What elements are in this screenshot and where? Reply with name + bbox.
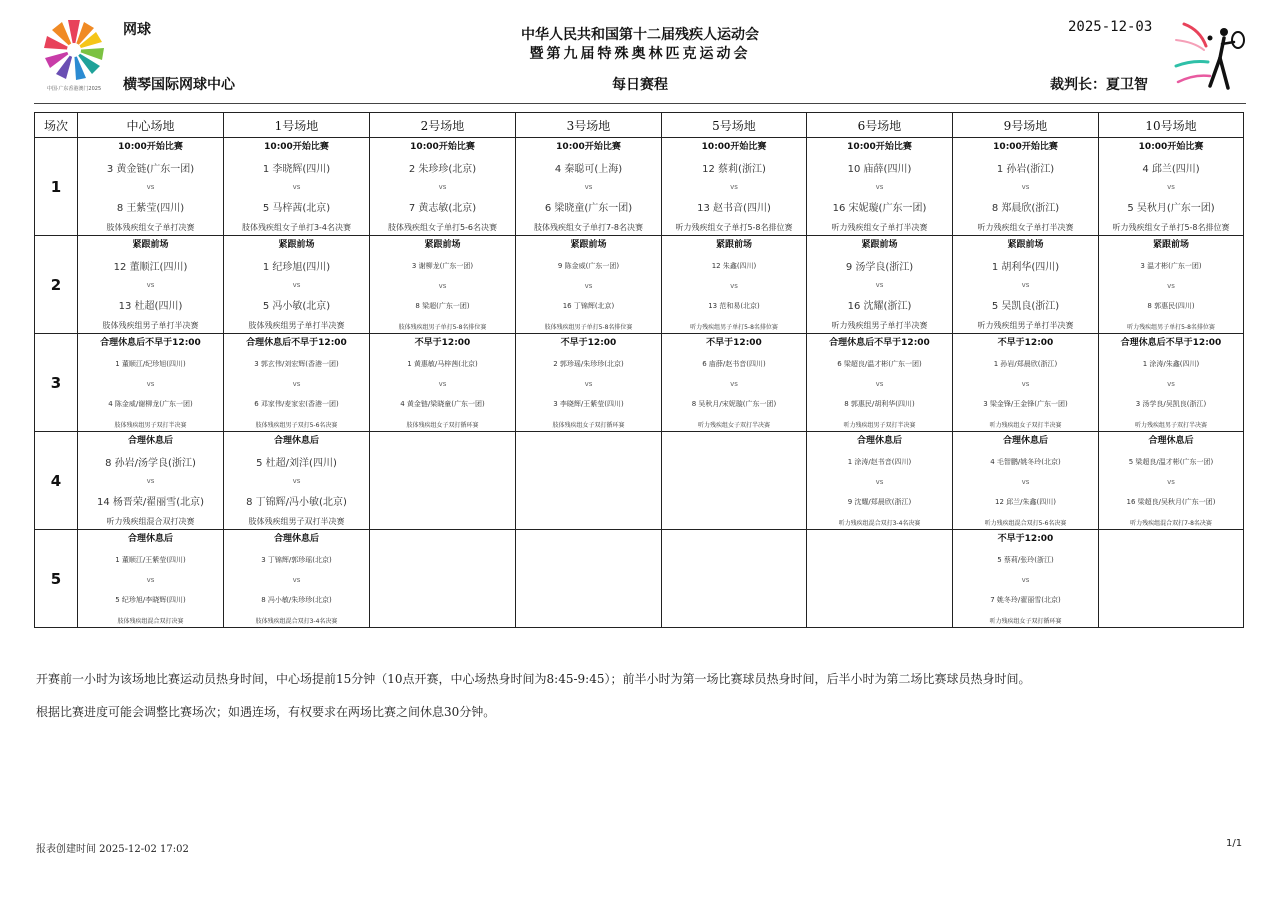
court-header: 6号场地 [807, 113, 953, 138]
match-time: 10:00开始比赛 [701, 142, 767, 152]
event-name: 肢体残疾组混合双打3-4名决赛 [255, 618, 338, 625]
player-one: 2 朱珍珍(北京) [408, 164, 477, 175]
player-two: 16 宋妮璇(广东一团) [832, 203, 927, 214]
player-two: 5 吴凯良(浙江) [991, 301, 1060, 312]
player-two: 8 王紫莹(四川) [116, 203, 185, 214]
match-cell [516, 334, 662, 432]
vs-label: vs [1167, 478, 1175, 486]
empty-match-cell [370, 432, 516, 530]
venue-name: 横琴国际网球中心 [123, 77, 235, 93]
player-one: 8 孙岩/汤学良(浙江) [105, 458, 196, 469]
schedule-table [34, 112, 1244, 628]
match-cell [1099, 432, 1244, 530]
player-two: 8 郭惠民(四川) [1147, 302, 1195, 310]
player-one: 1 董顺江/纪珍旭(四川) [115, 360, 186, 368]
match-time: 紧跟前场 [715, 240, 752, 250]
vs-label: vs [730, 282, 738, 290]
player-two: 13 赵书音(四川) [697, 203, 771, 214]
vs-label: vs [438, 183, 447, 191]
match-cell [807, 432, 953, 530]
vs-label: vs [875, 183, 884, 191]
player-two: 8 梁超(广东一团) [415, 302, 470, 310]
match-cell [224, 530, 370, 628]
header-divider [34, 103, 1246, 104]
match-time: 紧跟前场 [424, 240, 461, 250]
match-time: 10:00开始比赛 [993, 142, 1058, 152]
match-cell [953, 138, 1099, 236]
table-row [35, 334, 1244, 432]
player-two: 13 范和易(北京) [708, 302, 760, 310]
event-name: 听力残疾组男子单打半决赛 [977, 321, 1074, 330]
slot-number: 2 [35, 236, 78, 334]
player-two: 8 吴秋月/宋妮璇(广东一团) [691, 400, 777, 408]
match-cell [807, 334, 953, 432]
vs-label: vs [438, 282, 447, 290]
table-row [35, 236, 1244, 334]
match-cell [224, 236, 370, 334]
vs-label: vs [584, 282, 593, 290]
player-one: 2 郭珍瑶/朱珍珍(北京) [553, 360, 624, 368]
player-one: 12 董顺江(四川) [113, 262, 188, 273]
match-cell [953, 236, 1099, 334]
match-cell [662, 236, 807, 334]
player-one: 1 李晓辉(四川) [262, 164, 331, 175]
vs-label: vs [292, 576, 301, 584]
vs-label: vs [1021, 183, 1030, 191]
event-name: 肢体残疾组男子单打半决赛 [248, 321, 345, 330]
match-time: 合理休息后 [273, 534, 319, 544]
player-two: 3 汤学良/吴凯良(浙江) [1135, 400, 1207, 408]
player-two: 5 纪珍旭/李晓辉(四川) [115, 596, 186, 604]
match-cell [224, 432, 370, 530]
match-time: 紧跟前场 [570, 240, 607, 250]
empty-match-cell [662, 530, 807, 628]
court-header: 10号场地 [1099, 113, 1244, 138]
player-one: 10 庙薛(四川) [847, 164, 912, 175]
report-created-time: 报表创建时间 2025-12-02 17:02 [36, 844, 189, 855]
match-time: 10:00开始比赛 [1138, 142, 1204, 152]
match-cell [516, 138, 662, 236]
event-name: 肢体残疾组男子单打5-8名排位赛 [398, 324, 487, 331]
table-row [35, 138, 1244, 236]
player-two: 5 吴秋月(广东一团) [1127, 203, 1215, 214]
match-time: 合理休息后 [1148, 436, 1194, 446]
vs-label: vs [146, 380, 155, 388]
slot-number: 1 [35, 138, 78, 236]
player-one: 3 郭玄伟/刘宏辉(香港一团) [254, 360, 339, 368]
court-header: 3号场地 [516, 113, 662, 138]
player-one: 1 涂涛/赵书音(四川) [847, 458, 912, 466]
match-cell [370, 334, 516, 432]
player-one: 9 汤学良(浙江) [845, 262, 914, 273]
event-name: 听力残疾组女子双打半决赛 [697, 422, 770, 429]
event-name: 肢体残疾组男子单打半决赛 [102, 321, 199, 330]
match-time: 合理休息后不早于12:00 [1120, 338, 1222, 348]
match-cell [662, 334, 807, 432]
player-one: 3 丁锦辉/郭珍瑶(北京) [261, 556, 332, 564]
player-one: 9 陈金威(广东一团) [557, 262, 620, 270]
match-cell [370, 138, 516, 236]
court-header: 1号场地 [224, 113, 370, 138]
player-two: 16 梁超良/吴秋月(广东一团) [1126, 498, 1216, 506]
player-one: 1 纪珍旭(四川) [262, 262, 331, 273]
player-two: 5 马梓茜(北京) [262, 203, 331, 214]
player-two: 8 丁锦辉/冯小敏(北京) [246, 497, 347, 508]
vs-label: vs [1021, 380, 1030, 388]
player-two: 13 杜超(四川) [118, 301, 183, 312]
vs-label: vs [292, 281, 301, 289]
logo-caption: 中国·广东香港澳门2025 [46, 86, 102, 92]
match-time: 合理休息后不早于12:00 [246, 338, 347, 348]
event-name: 肢体残疾组女子单打3-4名决赛 [241, 223, 352, 232]
player-two: 8 冯小敏/朱珍珍(北京) [261, 596, 332, 604]
empty-match-cell [370, 530, 516, 628]
vs-label: vs [1167, 183, 1175, 191]
slot-number: 4 [35, 432, 78, 530]
empty-match-cell [1099, 530, 1244, 628]
court-header: 9号场地 [953, 113, 1099, 138]
vs-label: vs [875, 478, 884, 486]
page-subtitle: 每日赛程 [612, 77, 668, 93]
event-name: 听力残疾组混合双打3-4名决赛 [838, 520, 921, 527]
match-cell [1099, 236, 1244, 334]
player-two: 7 姚冬玲/翟丽雪(北京) [990, 596, 1061, 604]
event-name: 听力残疾组男子单打5-8名排位赛 [1127, 324, 1215, 331]
vs-label: vs [146, 576, 155, 584]
event-name: 听力残疾组混合双打5-6名决赛 [984, 520, 1067, 527]
player-one: 5 蔡莉/张玲(浙江) [997, 556, 1054, 564]
slot-number: 5 [35, 530, 78, 628]
event-name: 听力残疾组男子单打半决赛 [831, 321, 928, 330]
player-two: 6 邓家伟/麦家宏(香港一团) [254, 400, 339, 408]
event-title-line1: 中华人民共和国第十二届残疾人运动会 [521, 27, 759, 43]
player-two: 3 梁金锋/王金锋(广东一团) [983, 400, 1068, 408]
vs-label: vs [146, 183, 155, 191]
player-two: 16 沈耀(浙江) [847, 301, 912, 312]
event-name: 肢体残疾组混合双打决赛 [117, 618, 184, 625]
match-time: 紧跟前场 [861, 240, 898, 250]
match-cell [78, 138, 224, 236]
event-name: 听力残疾组女子双打半决赛 [989, 422, 1062, 429]
tennis-pictogram-icon [1170, 16, 1250, 92]
empty-match-cell [516, 432, 662, 530]
player-one: 4 邱兰(四川) [1142, 164, 1200, 175]
vs-label: vs [730, 380, 738, 388]
player-two: 12 邱兰/朱鑫(四川) [995, 498, 1056, 506]
match-cell [953, 530, 1099, 628]
player-one: 6 梁超良/温才彬(广东一团) [837, 360, 922, 368]
player-one: 4 毛智鹏/姚冬玲(北京) [990, 458, 1061, 466]
match-time: 10:00开始比赛 [264, 142, 329, 152]
match-time: 10:00开始比赛 [556, 142, 621, 152]
event-name: 肢体残疾组男子双打半决赛 [248, 517, 345, 526]
player-two: 8 郑晨欣(浙江) [991, 203, 1060, 214]
player-one: 4 秦聪可(上海) [554, 164, 623, 175]
player-one: 1 孙岩/郑晨欣(浙江) [993, 360, 1058, 368]
event-name: 肢体残疾组女子单打7-8名决赛 [533, 223, 644, 232]
event-name: 肢体残疾组男子双打5-6名决赛 [255, 422, 338, 429]
player-two: 3 李晓辉/王紫莹(四川) [553, 400, 624, 408]
event-name: 肢体残疾组男子单打5-8名排位赛 [544, 324, 633, 331]
match-cell [78, 334, 224, 432]
match-time: 合理休息后 [127, 534, 173, 544]
match-cell [78, 432, 224, 530]
player-two: 6 梁晓童(广东一团) [544, 203, 633, 214]
match-time: 10:00开始比赛 [410, 142, 475, 152]
player-one: 3 谢柳龙(广东一团) [411, 262, 474, 270]
court-header: 2号场地 [370, 113, 516, 138]
match-cell [807, 138, 953, 236]
match-cell [78, 236, 224, 334]
match-time: 合理休息后 [1002, 436, 1048, 446]
match-time: 紧跟前场 [132, 240, 169, 250]
player-one: 12 蔡莉(浙江) [702, 164, 766, 175]
match-time: 紧跟前场 [1007, 240, 1044, 250]
player-two: 4 陈金威/谢柳龙(广东一团) [108, 400, 193, 408]
player-one: 1 董顺江/王紫莹(四川) [115, 556, 186, 564]
vs-label: vs [1167, 282, 1175, 290]
match-time: 合理休息后不早于12:00 [829, 338, 930, 348]
match-time: 紧跟前场 [278, 240, 315, 250]
player-two: 16 丁锦辉(北京) [562, 302, 615, 310]
vs-label: vs [584, 380, 593, 388]
match-time: 不早于12:00 [997, 338, 1054, 348]
empty-match-cell [516, 530, 662, 628]
match-cell [78, 530, 224, 628]
empty-match-cell [807, 530, 953, 628]
match-time: 合理休息后 [856, 436, 902, 446]
match-cell [224, 334, 370, 432]
match-time: 合理休息后不早于12:00 [100, 338, 201, 348]
player-one: 1 孙岩(浙江) [996, 164, 1055, 175]
player-one: 1 涂涛/朱鑫(四川) [1142, 360, 1200, 368]
match-time: 合理休息后 [273, 436, 319, 446]
match-time: 紧跟前场 [1152, 240, 1189, 250]
vs-label: vs [1021, 576, 1030, 584]
event-name: 听力残疾组女子双打循环赛 [989, 618, 1062, 625]
warmup-note: 开赛前一小时为该场地比赛运动员热身时间，中心场提前15分钟（10点开赛，中心场热身时间为8:45-9:45）；前半小时为第一场比赛球员热身时间，后半小时为第二场比赛球员热身时间。 [36, 672, 1031, 686]
vs-label: vs [584, 183, 593, 191]
event-name: 听力残疾组男子双打半决赛 [843, 422, 916, 429]
match-time: 不早于12:00 [706, 338, 762, 348]
match-time: 不早于12:00 [997, 534, 1054, 544]
event-name: 听力残疾组女子单打5-8名排位赛 [1112, 223, 1230, 232]
match-cell [1099, 138, 1244, 236]
player-one: 5 梁超良/温才彬(广东一团) [1128, 458, 1214, 466]
table-row [35, 432, 1244, 530]
vs-label: vs [1021, 478, 1030, 486]
player-one: 12 朱鑫(四川) [711, 262, 757, 270]
slot-number: 3 [35, 334, 78, 432]
event-name: 肢体残疾组女子双打循环赛 [552, 422, 625, 429]
slot-column-header: 场次 [35, 113, 78, 138]
vs-label: vs [146, 281, 155, 289]
vs-label: vs [1167, 380, 1175, 388]
match-cell [953, 432, 1099, 530]
player-two: 5 冯小敏(北京) [262, 301, 331, 312]
match-cell [516, 236, 662, 334]
match-cell [662, 138, 807, 236]
player-two: 9 沈耀/郑晨欣(浙江) [847, 498, 912, 506]
event-name: 听力残疾组男子单打5-8名排位赛 [690, 324, 778, 331]
match-cell [370, 236, 516, 334]
event-title-line2: 暨第九届特殊奥林匹克运动会 [529, 46, 751, 62]
match-time: 不早于12:00 [414, 338, 471, 348]
player-one: 3 黄金链(广东一团) [106, 164, 195, 175]
empty-match-cell [662, 432, 807, 530]
event-name: 肢体残疾组男子双打半决赛 [114, 422, 187, 429]
vs-label: vs [875, 380, 884, 388]
vs-label: vs [146, 477, 155, 485]
match-cell [224, 138, 370, 236]
vs-label: vs [730, 183, 738, 191]
vs-label: vs [292, 183, 301, 191]
event-name: 听力残疾组女子单打半决赛 [977, 223, 1074, 232]
player-one: 6 庙薛/赵书音(四川) [702, 360, 766, 368]
match-time: 合理休息后 [127, 436, 173, 446]
table-header-row [35, 113, 1244, 138]
player-one: 1 黄惠敏/马梓茜(北京) [407, 360, 478, 368]
match-cell [1099, 334, 1244, 432]
event-name: 听力残疾组女子单打5-8名排位赛 [675, 223, 793, 232]
sport-name: 网球 [123, 22, 151, 38]
vs-label: vs [875, 281, 884, 289]
table-row [35, 530, 1244, 628]
page-number: 1/1 [1226, 838, 1243, 849]
referee-name: 裁判长：夏卫智 [1050, 77, 1148, 93]
match-time: 不早于12:00 [560, 338, 617, 348]
player-two: 14 杨晋荣/翟丽雪(北京) [96, 497, 205, 508]
vs-label: vs [1021, 281, 1030, 289]
vs-label: vs [292, 380, 301, 388]
match-cell [807, 236, 953, 334]
rest-note: 根据比赛进度可能会调整比赛场次；如遇连场，有权要求在两场比赛之间休息30分钟。 [36, 705, 496, 719]
schedule-date: 2025-12-03 [1068, 19, 1153, 35]
player-two: 8 郭惠民/胡利华(四川) [844, 400, 915, 408]
event-name: 听力残疾组混合双打决赛 [106, 517, 195, 526]
player-two: 4 黄金链/梁晓童(广东一团) [400, 400, 485, 408]
vs-label: vs [438, 380, 447, 388]
player-two: 7 黄志敏(北京) [408, 203, 477, 214]
court-header: 中心场地 [78, 113, 224, 138]
event-name: 听力残疾组男子双打半决赛 [1134, 422, 1207, 429]
court-header: 5号场地 [662, 113, 807, 138]
event-name: 听力残疾组混合双打7-8名决赛 [1130, 520, 1212, 527]
event-name: 肢体残疾组女子单打5-6名决赛 [387, 223, 498, 232]
player-one: 3 温才彬(广东一团) [1140, 262, 1202, 270]
match-time: 10:00开始比赛 [118, 142, 183, 152]
vs-label: vs [292, 477, 301, 485]
event-name: 肢体残疾组女子单打决赛 [106, 223, 195, 232]
player-one: 1 胡利华(四川) [991, 262, 1060, 273]
event-name: 肢体残疾组女子双打循环赛 [406, 422, 479, 429]
player-one: 5 杜超/刘洋(四川) [256, 458, 337, 469]
match-time: 10:00开始比赛 [847, 142, 912, 152]
match-cell [953, 334, 1099, 432]
event-name: 听力残疾组女子单打半决赛 [831, 223, 928, 232]
